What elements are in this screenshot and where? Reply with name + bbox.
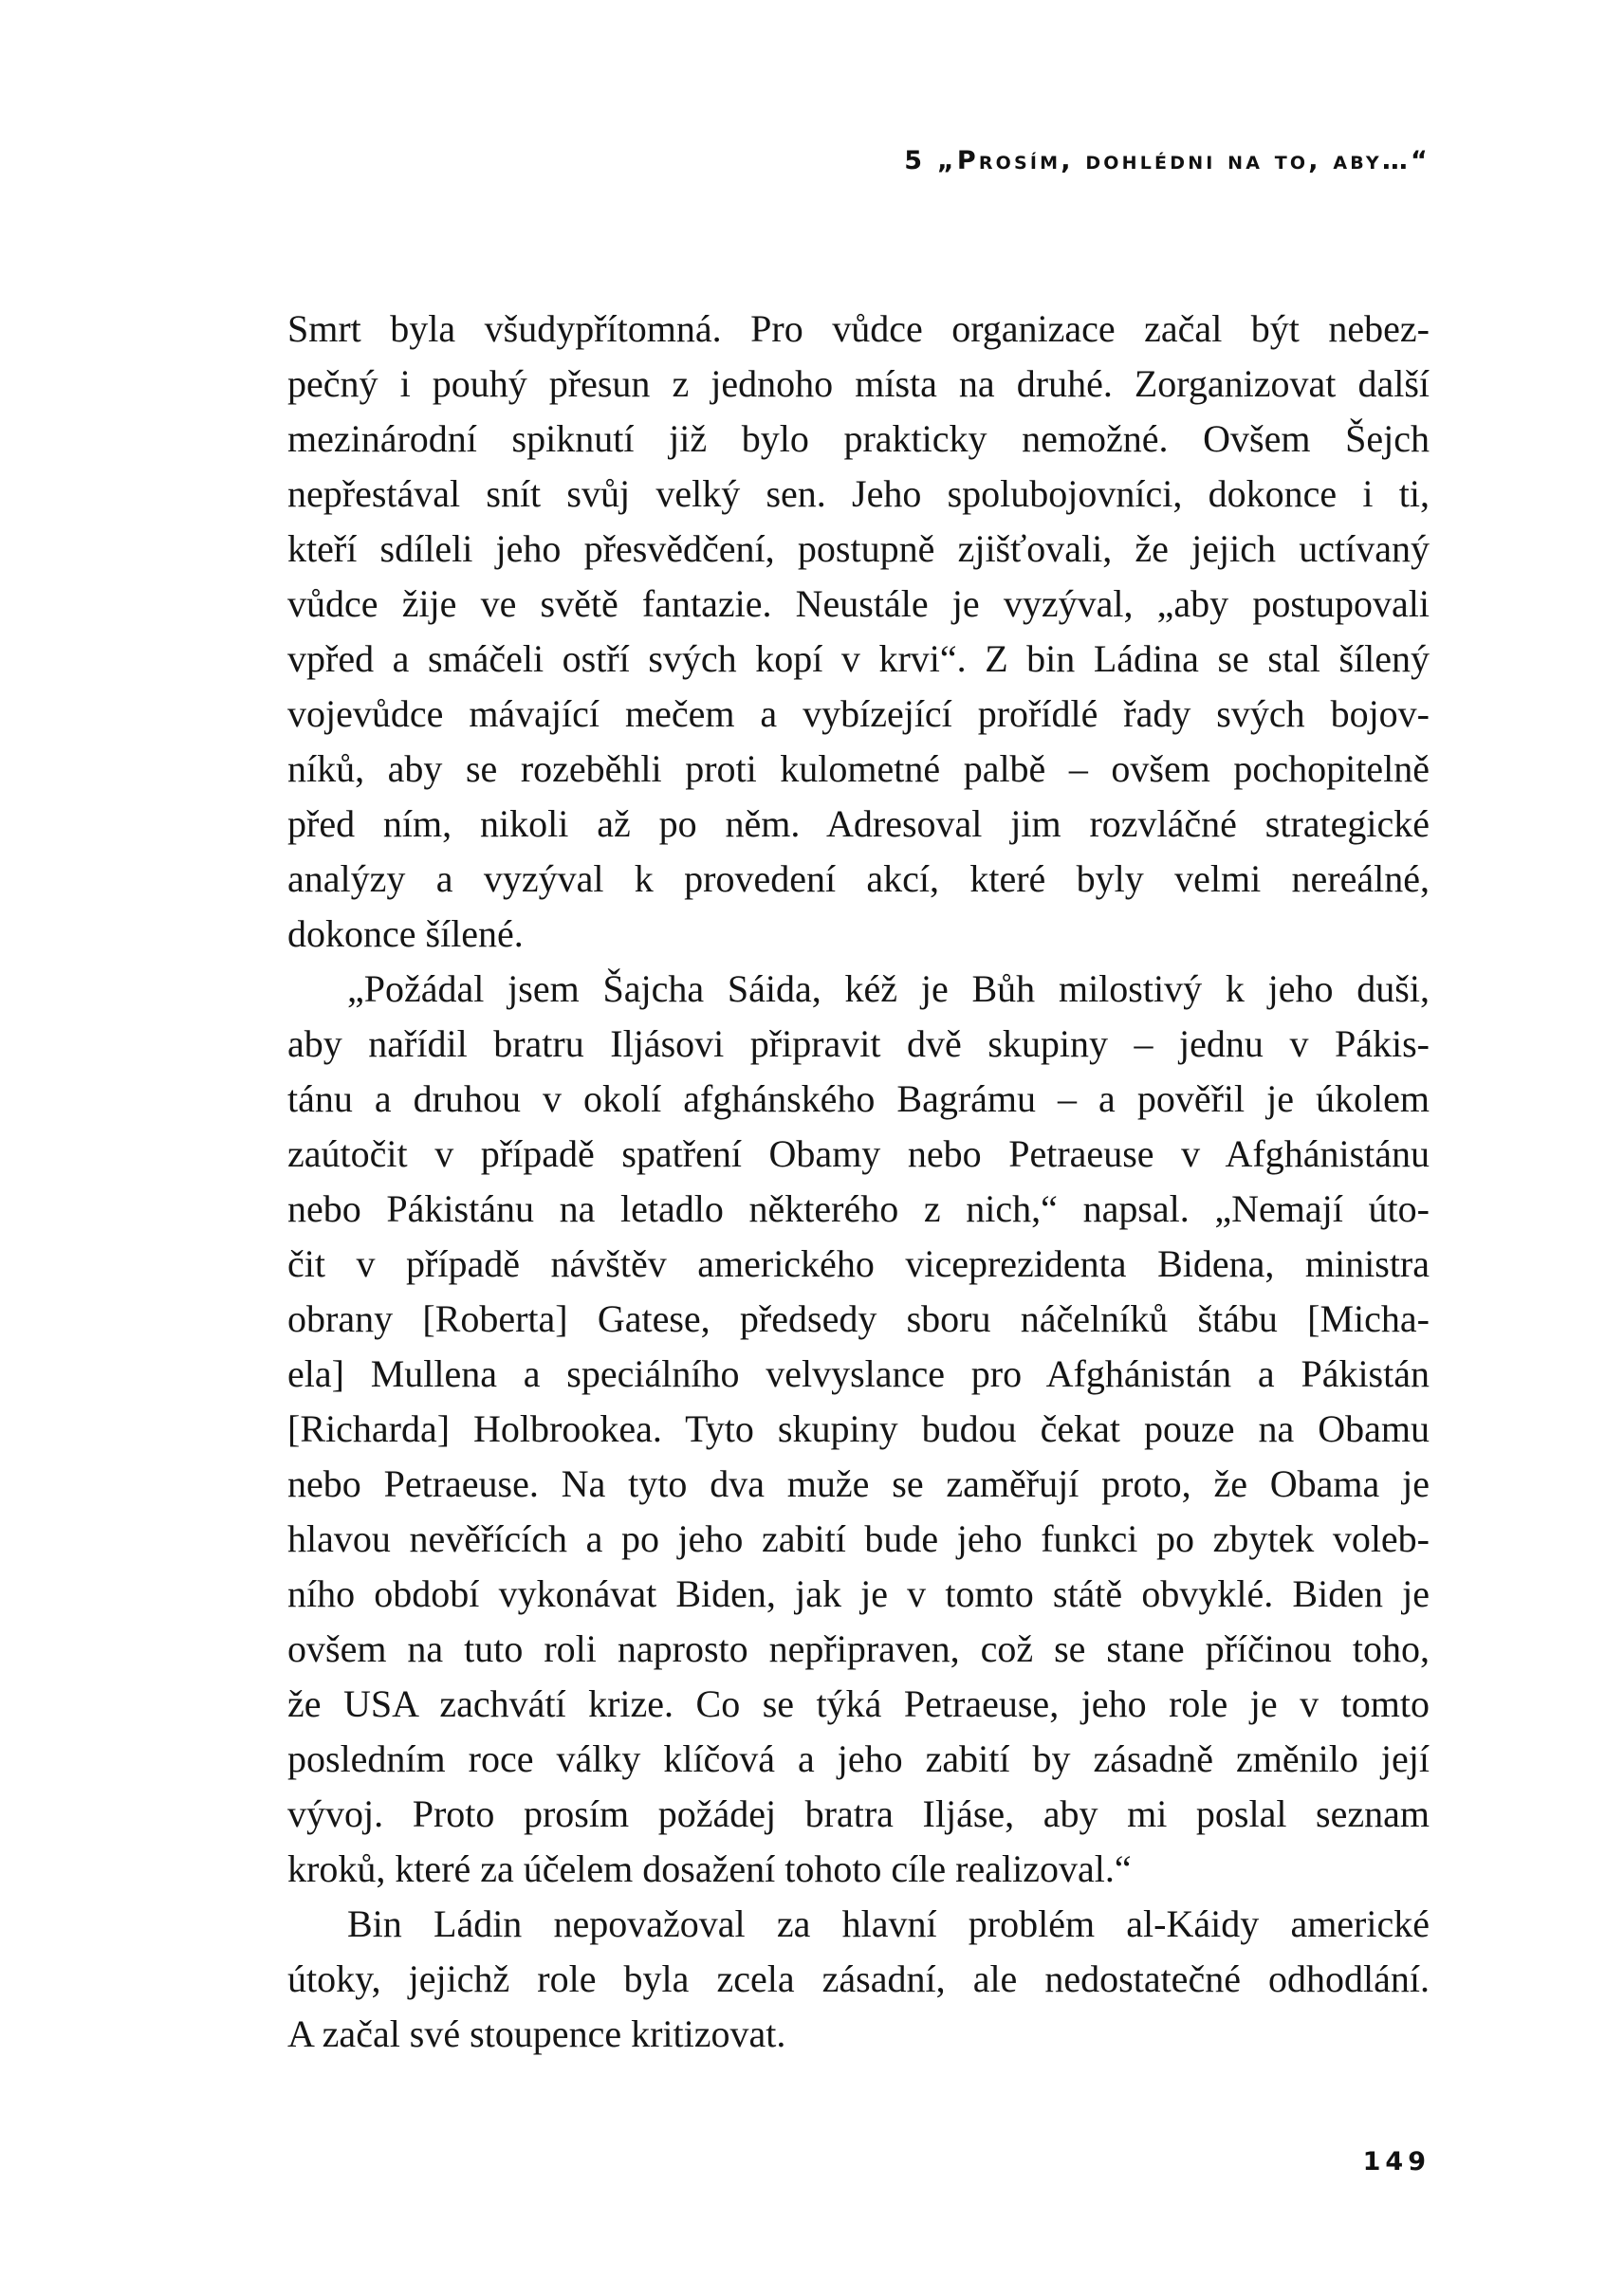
text-line: že USA zachvátí krize. Co se týká Petraeuse, jeho role je v tomto bbox=[287, 1682, 1430, 1725]
text-line: vojevůdce mávající mečem a vybízející prořídlé řady svých bojov- bbox=[287, 692, 1430, 735]
text-line: dokonce šílené. bbox=[287, 912, 524, 955]
text-line: pečný i pouhý přesun z jednoho místa na druhé. Zorganizovat další bbox=[287, 362, 1430, 405]
text-line: před ním, nikoli až po něm. Adresoval jim rozvláčné strategické bbox=[287, 802, 1430, 845]
running-head: 5 „Prosím, dohlédni na to, aby…“ bbox=[904, 146, 1430, 175]
text-line: A začal své stoupence kritizovat. bbox=[287, 2012, 786, 2055]
text-line: kroků, které za účelem dosažení tohoto cíle realizoval.“ bbox=[287, 1847, 1132, 1890]
text-line: hlavou nevěřících a po jeho zabití bude jeho funkci po zbytek voleb- bbox=[287, 1517, 1430, 1560]
page-number: 149 bbox=[1362, 2147, 1430, 2177]
text-line: ovšem na tuto roli naprosto nepřipraven, což se stane příčinou toho, bbox=[287, 1627, 1430, 1670]
paragraph-2 bbox=[287, 962, 1430, 1897]
text-line: nebo Pákistánu na letadlo některého z nich,“ napsal. „Nemají úto- bbox=[287, 1187, 1430, 1230]
text-line: čit v případě návštěv amerického viceprezidenta Bidena, ministra bbox=[287, 1242, 1430, 1285]
text-line: analýzy a vyzýval k provedení akcí, které byly velmi nereálné, bbox=[287, 857, 1430, 900]
text-line: útoky, jejichž role byla zcela zásadní, ale nedostatečné odhodlání. bbox=[287, 1957, 1430, 2000]
text-line: nebo Petraeuse. Na tyto dva muže se zaměřují proto, že Obama je bbox=[287, 1462, 1430, 1505]
text-line: ela] Mullena a speciálního velvyslance pro Afghánistán a Pákistán bbox=[287, 1352, 1430, 1395]
text-line: aby nařídil bratru Iljásovi připravit dvě skupiny – jednu v Pákis- bbox=[287, 1022, 1430, 1065]
text-line: [Richarda] Holbrookea. Tyto skupiny budou čekat pouze na Obamu bbox=[287, 1407, 1430, 1450]
text-line: posledním roce války klíčová a jeho zabití by zásadně změnilo její bbox=[287, 1737, 1430, 1780]
text-line: Smrt byla všudypřítomná. Pro vůdce organizace začal být nebez- bbox=[287, 307, 1430, 350]
text-line: zaútočit v případě spatření Obamy nebo Petraeuse v Afghánistánu bbox=[287, 1132, 1430, 1175]
text-line: vůdce žije ve světě fantazie. Neustále je vyzýval, „aby postupovali bbox=[287, 582, 1430, 625]
text-line: vývoj. Proto prosím požádej bratra Iljáse, aby mi poslal seznam bbox=[287, 1792, 1430, 1835]
text-line: kteří sdíleli jeho přesvědčení, postupně zjišťovali, že jejich uctívaný bbox=[287, 527, 1430, 570]
text-line: ního období vykonávat Biden, jak je v tomto státě obvyklé. Biden je bbox=[287, 1572, 1430, 1615]
text-line: nepřestával snít svůj velký sen. Jeho spolubojovníci, dokonce i ti, bbox=[287, 472, 1430, 515]
text-line: Bin Ládin nepovažoval za hlavní problém al-Káidy americké bbox=[347, 1902, 1430, 1945]
body-text bbox=[287, 302, 1430, 2062]
text-line: obrany [Roberta] Gatese, předsedy sboru náčelníků štábu [Micha- bbox=[287, 1297, 1430, 1340]
text-line: tánu a druhou v okolí afghánského Bagrámu – a pověřil je úkolem bbox=[287, 1077, 1430, 1120]
paragraph-3 bbox=[287, 1897, 1430, 2062]
text-line: vpřed a smáčeli ostří svých kopí v krvi“. Z bin Ládina se stal šílený bbox=[287, 637, 1430, 680]
text-line: mezinárodní spiknutí již bylo prakticky nemožné. Ovšem Šejch bbox=[287, 417, 1430, 460]
text-line: níků, aby se rozeběhli proti kulometné palbě – ovšem pochopitelně bbox=[287, 747, 1430, 790]
paragraph-1 bbox=[287, 302, 1430, 962]
text-line: „Požádal jsem Šajcha Sáida, kéž je Bůh milostivý k jeho duši, bbox=[347, 967, 1430, 1010]
